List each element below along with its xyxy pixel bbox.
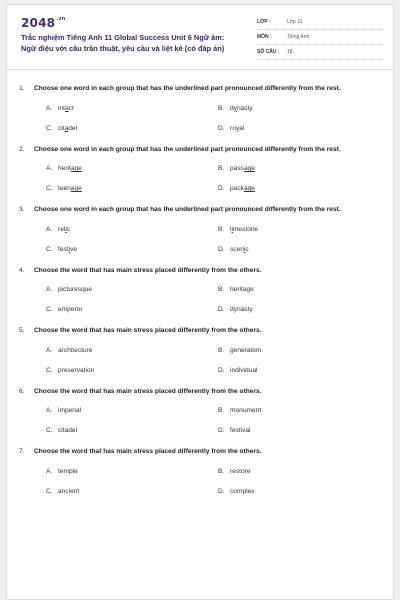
answer-options (46, 164, 373, 193)
option-key: A. (46, 407, 53, 414)
question-item (19, 325, 373, 375)
word-part: scen (230, 245, 244, 253)
option-key: B. (218, 286, 225, 293)
option-key: C. (46, 366, 53, 374)
question-list (7, 83, 393, 496)
answer-option[interactable] (46, 366, 218, 375)
question-number: 1. (19, 85, 25, 92)
option-word (230, 427, 251, 434)
question-text: Choose the word that has main stress placed differently from the others. (34, 448, 262, 455)
word-part: mestone (232, 225, 259, 233)
word-part: nasty (236, 104, 253, 112)
question-stem (19, 204, 373, 216)
option-key: D. (218, 245, 225, 253)
answer-option[interactable] (218, 305, 390, 314)
word-part: rel (58, 225, 66, 233)
word-part: picturesque (58, 286, 93, 293)
word-underlined-part: age (70, 185, 82, 192)
answer-option[interactable] (218, 467, 390, 476)
option-word (58, 347, 92, 354)
question-item (19, 386, 373, 436)
word-underlined-part: i (65, 225, 67, 233)
word-part: monument (230, 407, 262, 414)
answer-option[interactable] (218, 184, 390, 193)
question-stem (19, 265, 373, 277)
word-part: festival (230, 427, 251, 434)
page-title: Trắc nghiệm Tiếng Anh 11 Global Success Unit 6 Ngữ âm: Ngữ điệu với câu trần thuật, yêu cầu và liệt kê (có đáp án) (21, 33, 225, 53)
option-word (58, 488, 79, 495)
question-stem (19, 325, 373, 337)
option-word (58, 286, 92, 293)
option-key: B. (218, 407, 225, 414)
meta-value: Lớp 11 (287, 19, 303, 25)
meta-label: SỐ CÂU : (257, 49, 280, 55)
word-underlined-part: age (243, 165, 255, 172)
option-word (230, 125, 244, 132)
word-part: l (230, 225, 232, 233)
answer-option[interactable] (218, 426, 390, 435)
meta-label: LỚP : (257, 19, 271, 25)
question-item (19, 83, 373, 133)
answer-option[interactable] (218, 164, 390, 173)
option-key: C. (46, 487, 53, 495)
answer-option[interactable] (46, 406, 218, 415)
question-text: Choose the word that has main stress placed differently from the others. (34, 266, 262, 274)
option-key: B. (218, 346, 225, 354)
word-part: cit (58, 124, 65, 132)
word-underlined-part: y (235, 124, 240, 132)
answer-options (46, 467, 373, 496)
worksheet-page (6, 4, 394, 600)
option-word (58, 306, 83, 313)
option-key: B. (218, 225, 225, 233)
question-number: 3. (19, 206, 25, 213)
answer-option[interactable] (46, 124, 218, 133)
question-item (19, 265, 373, 315)
option-key: D. (218, 487, 225, 495)
option-word (58, 185, 82, 192)
answer-option[interactable] (218, 366, 390, 375)
option-word (58, 407, 81, 414)
word-underlined-part: y (233, 104, 237, 112)
option-key: C. (46, 185, 53, 192)
option-key: C. (46, 427, 53, 434)
option-key: C. (46, 124, 53, 132)
option-word (230, 226, 258, 233)
option-word (58, 246, 77, 253)
meta-value: 18 (287, 49, 293, 55)
word-underlined-part: i (243, 245, 246, 253)
logo-main: 2048 (21, 16, 56, 30)
option-key: D. (218, 306, 225, 313)
option-key: A. (46, 467, 53, 475)
answer-option[interactable] (46, 426, 218, 435)
word-part: teen (58, 185, 71, 192)
word-part: herit (58, 165, 71, 172)
word-part: ro (230, 124, 236, 132)
option-word (230, 488, 255, 495)
answer-option[interactable] (46, 184, 218, 193)
word-part: ancient (58, 487, 80, 495)
question-text: Choose the word that has main stress placed differently from the others. (34, 387, 262, 395)
option-word (230, 286, 254, 293)
word-part: imperial (58, 407, 82, 414)
option-key: A. (46, 286, 53, 293)
question-number: 5. (19, 327, 25, 334)
option-word (58, 427, 77, 434)
word-part: complex (230, 487, 255, 495)
question-stem (19, 83, 373, 95)
answer-option[interactable] (46, 245, 218, 254)
word-part: c (66, 225, 71, 233)
answer-option[interactable] (46, 467, 218, 476)
word-part: fest (58, 245, 69, 253)
option-word (230, 105, 253, 112)
question-text: Choose the word that has main stress placed differently from the others. (34, 327, 262, 334)
answer-option[interactable] (218, 104, 390, 113)
word-underlined-part: a (64, 124, 69, 132)
answer-option[interactable] (46, 225, 218, 234)
option-word (58, 125, 77, 132)
question-stem (19, 144, 373, 156)
option-key: B. (218, 104, 225, 112)
word-part: heritage (230, 286, 254, 293)
word-part: al (239, 124, 245, 132)
answer-option[interactable] (218, 245, 390, 254)
option-word (230, 306, 253, 313)
answer-option[interactable] (218, 487, 390, 496)
option-word (58, 367, 94, 374)
question-stem (19, 446, 373, 458)
option-key: B. (218, 165, 225, 172)
option-key: A. (46, 165, 53, 172)
meta-subject (257, 30, 383, 45)
question-number: 2. (19, 145, 25, 153)
answer-option[interactable] (46, 487, 218, 496)
site-logo[interactable] (21, 16, 66, 30)
meta-value: Tiếng Anh (287, 34, 310, 40)
question-number: 6. (19, 387, 25, 395)
question-stem (19, 386, 373, 398)
option-word (230, 246, 249, 253)
word-part: del (68, 124, 78, 132)
word-part: preservation (58, 366, 95, 374)
answer-options (46, 406, 373, 435)
answer-option[interactable] (218, 225, 390, 234)
word-part: int (58, 104, 65, 112)
worksheet-header (7, 5, 393, 70)
word-underlined-part: i (68, 245, 71, 253)
word-part: pass (230, 165, 244, 172)
option-word (58, 226, 70, 233)
option-word (230, 407, 261, 414)
answer-option[interactable] (46, 164, 218, 173)
option-word (58, 105, 74, 112)
question-item (19, 446, 373, 496)
question-item (19, 204, 373, 254)
meta-box (257, 15, 383, 60)
question-number: 4. (19, 266, 25, 274)
question-text: Choose one word in each group that has the underlined part pronounced differently from the rest. (34, 85, 341, 92)
option-key: D. (218, 366, 225, 374)
option-word (230, 165, 255, 172)
question-text: Choose one word in each group that has the underlined part pronounced differently from the rest. (34, 145, 341, 153)
word-part: architecture (58, 346, 93, 354)
option-key: C. (46, 245, 53, 253)
logo-suffix: .vn (56, 16, 66, 22)
answer-option[interactable] (46, 285, 218, 294)
answer-options (46, 346, 373, 375)
option-key: C. (46, 306, 53, 313)
word-part: pack (230, 185, 244, 192)
word-part: temple (58, 467, 78, 475)
word-part: citadel (58, 427, 78, 434)
meta-label: MÔN : (257, 34, 272, 40)
answer-option[interactable] (46, 104, 218, 113)
word-part: d (230, 104, 234, 112)
answer-option[interactable] (218, 346, 390, 355)
word-underlined-part: age (243, 185, 255, 192)
meta-class (257, 15, 383, 30)
word-underlined-part: age (70, 165, 82, 172)
option-word (58, 468, 78, 475)
word-part: dynasty (230, 306, 253, 313)
option-key: A. (46, 346, 53, 354)
option-key: B. (218, 467, 225, 475)
question-text: Choose one word in each group that has the underlined part pronounced differently from the rest. (34, 206, 341, 213)
option-key: D. (218, 427, 225, 434)
word-part: c (245, 245, 249, 253)
answer-option[interactable] (46, 305, 218, 314)
answer-options (46, 225, 373, 254)
meta-count (257, 45, 383, 60)
question-number: 7. (19, 448, 25, 455)
option-word (230, 468, 251, 475)
answer-option[interactable] (218, 124, 390, 133)
option-word (230, 347, 261, 354)
word-part: ve (70, 245, 78, 253)
answer-options (46, 285, 373, 314)
word-part: ct (68, 104, 74, 112)
answer-option[interactable] (46, 346, 218, 355)
word-part: generation (230, 346, 262, 354)
question-item (19, 144, 373, 194)
option-key: D. (218, 124, 225, 132)
word-underlined-part: a (64, 104, 69, 112)
word-part: emperor (58, 306, 83, 313)
option-key: A. (46, 104, 53, 112)
word-part: restore (230, 467, 251, 475)
option-word (230, 367, 258, 374)
answer-option[interactable] (218, 406, 390, 415)
option-word (230, 185, 255, 192)
option-key: D. (218, 185, 225, 192)
answer-options (46, 104, 373, 133)
word-part: individual (230, 366, 258, 374)
option-key: A. (46, 225, 53, 233)
answer-option[interactable] (218, 285, 390, 294)
option-word (58, 165, 82, 172)
word-underlined-part: i (231, 225, 233, 233)
